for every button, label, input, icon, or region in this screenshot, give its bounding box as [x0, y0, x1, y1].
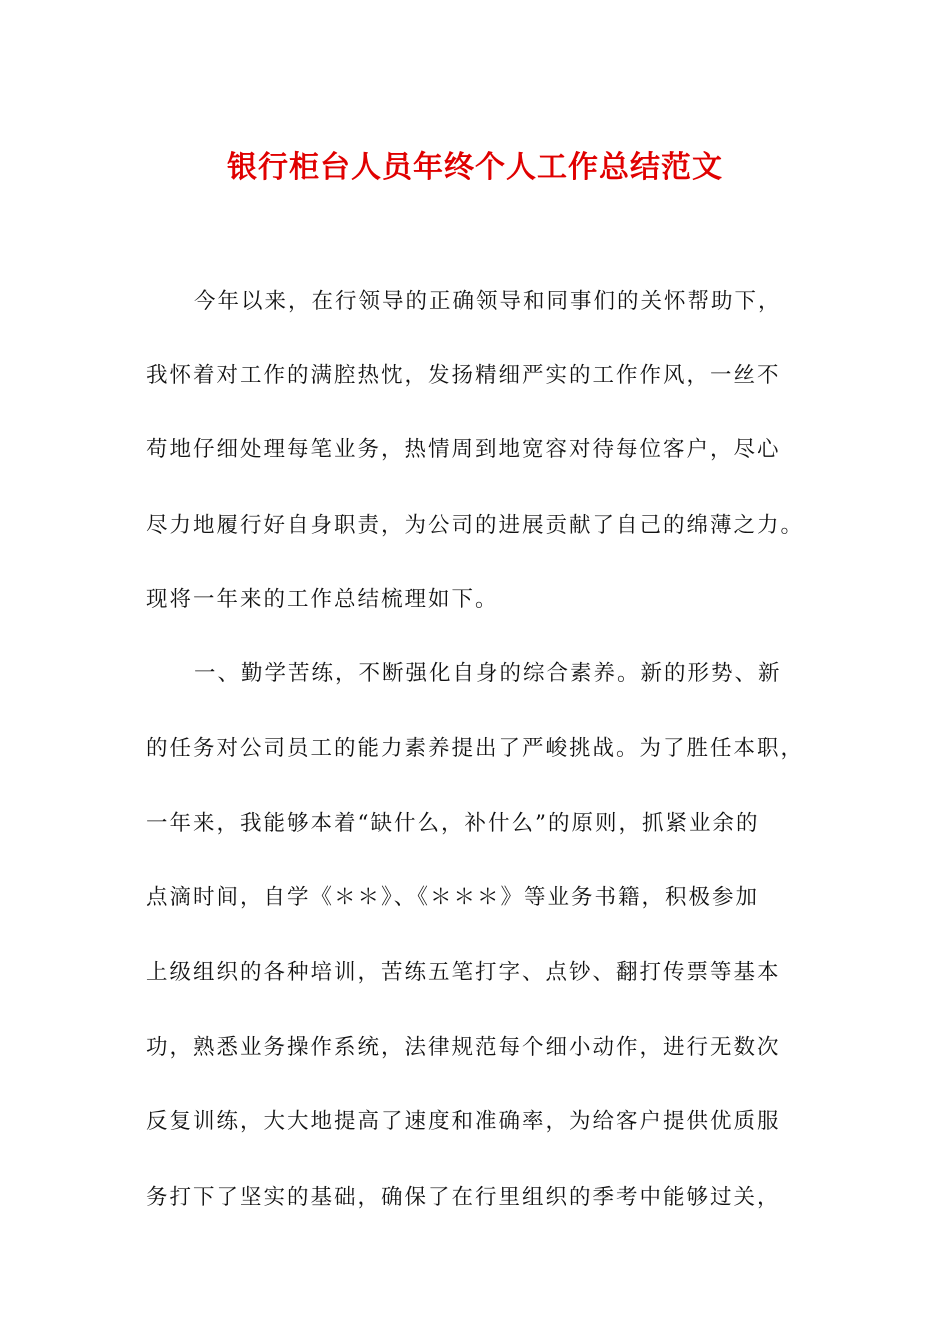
paragraph-line: 的任务对公司员工的能力素养提出了严峻挑战。为了胜任本职，: [146, 736, 805, 761]
paragraph-line: 苟地仔细处理每笔业务，热情周到地宽容对待每位客户，尽心: [146, 437, 781, 462]
paragraph-line: 务打下了坚实的基础，确保了在行里组织的季考中能够过关，: [146, 1185, 781, 1210]
paragraph-line: 功，熟悉业务操作系统，法律规范每个细小动作，进行无数次: [146, 1035, 781, 1060]
paragraph-line: 一年来，我能够本着“缺什么，补什么”的原则，抓紧业余的: [146, 811, 760, 836]
paragraph-line: 上级组织的各种培训，苦练五笔打字、点钞、翻打传票等基本: [146, 960, 781, 985]
paragraph-line: 现将一年来的工作总结梳理如下。: [146, 587, 499, 612]
paragraph-line: 一、勤学苦练，不断强化自身的综合素养。新的形势、新: [194, 661, 782, 686]
paragraph-line: 尽力地履行好自身职责，为公司的进展贡献了自己的绵薄之力。: [146, 513, 805, 538]
paragraph-line: 点滴时间，自学《＊＊》、《＊＊＊》等业务书籍，积极参加: [146, 885, 760, 910]
paragraph-line: 今年以来，在行领导的正确领导和同事们的关怀帮助下，: [194, 289, 782, 314]
paragraph-line: 反复训练，大大地提高了速度和准确率，为给客户提供优质服: [146, 1109, 781, 1134]
paragraph-line: 我怀着对工作的满腔热忱，发扬精细严实的工作作风，一丝不: [146, 363, 781, 388]
document-title: 银行柜台人员年终个人工作总结范文: [227, 150, 723, 185]
